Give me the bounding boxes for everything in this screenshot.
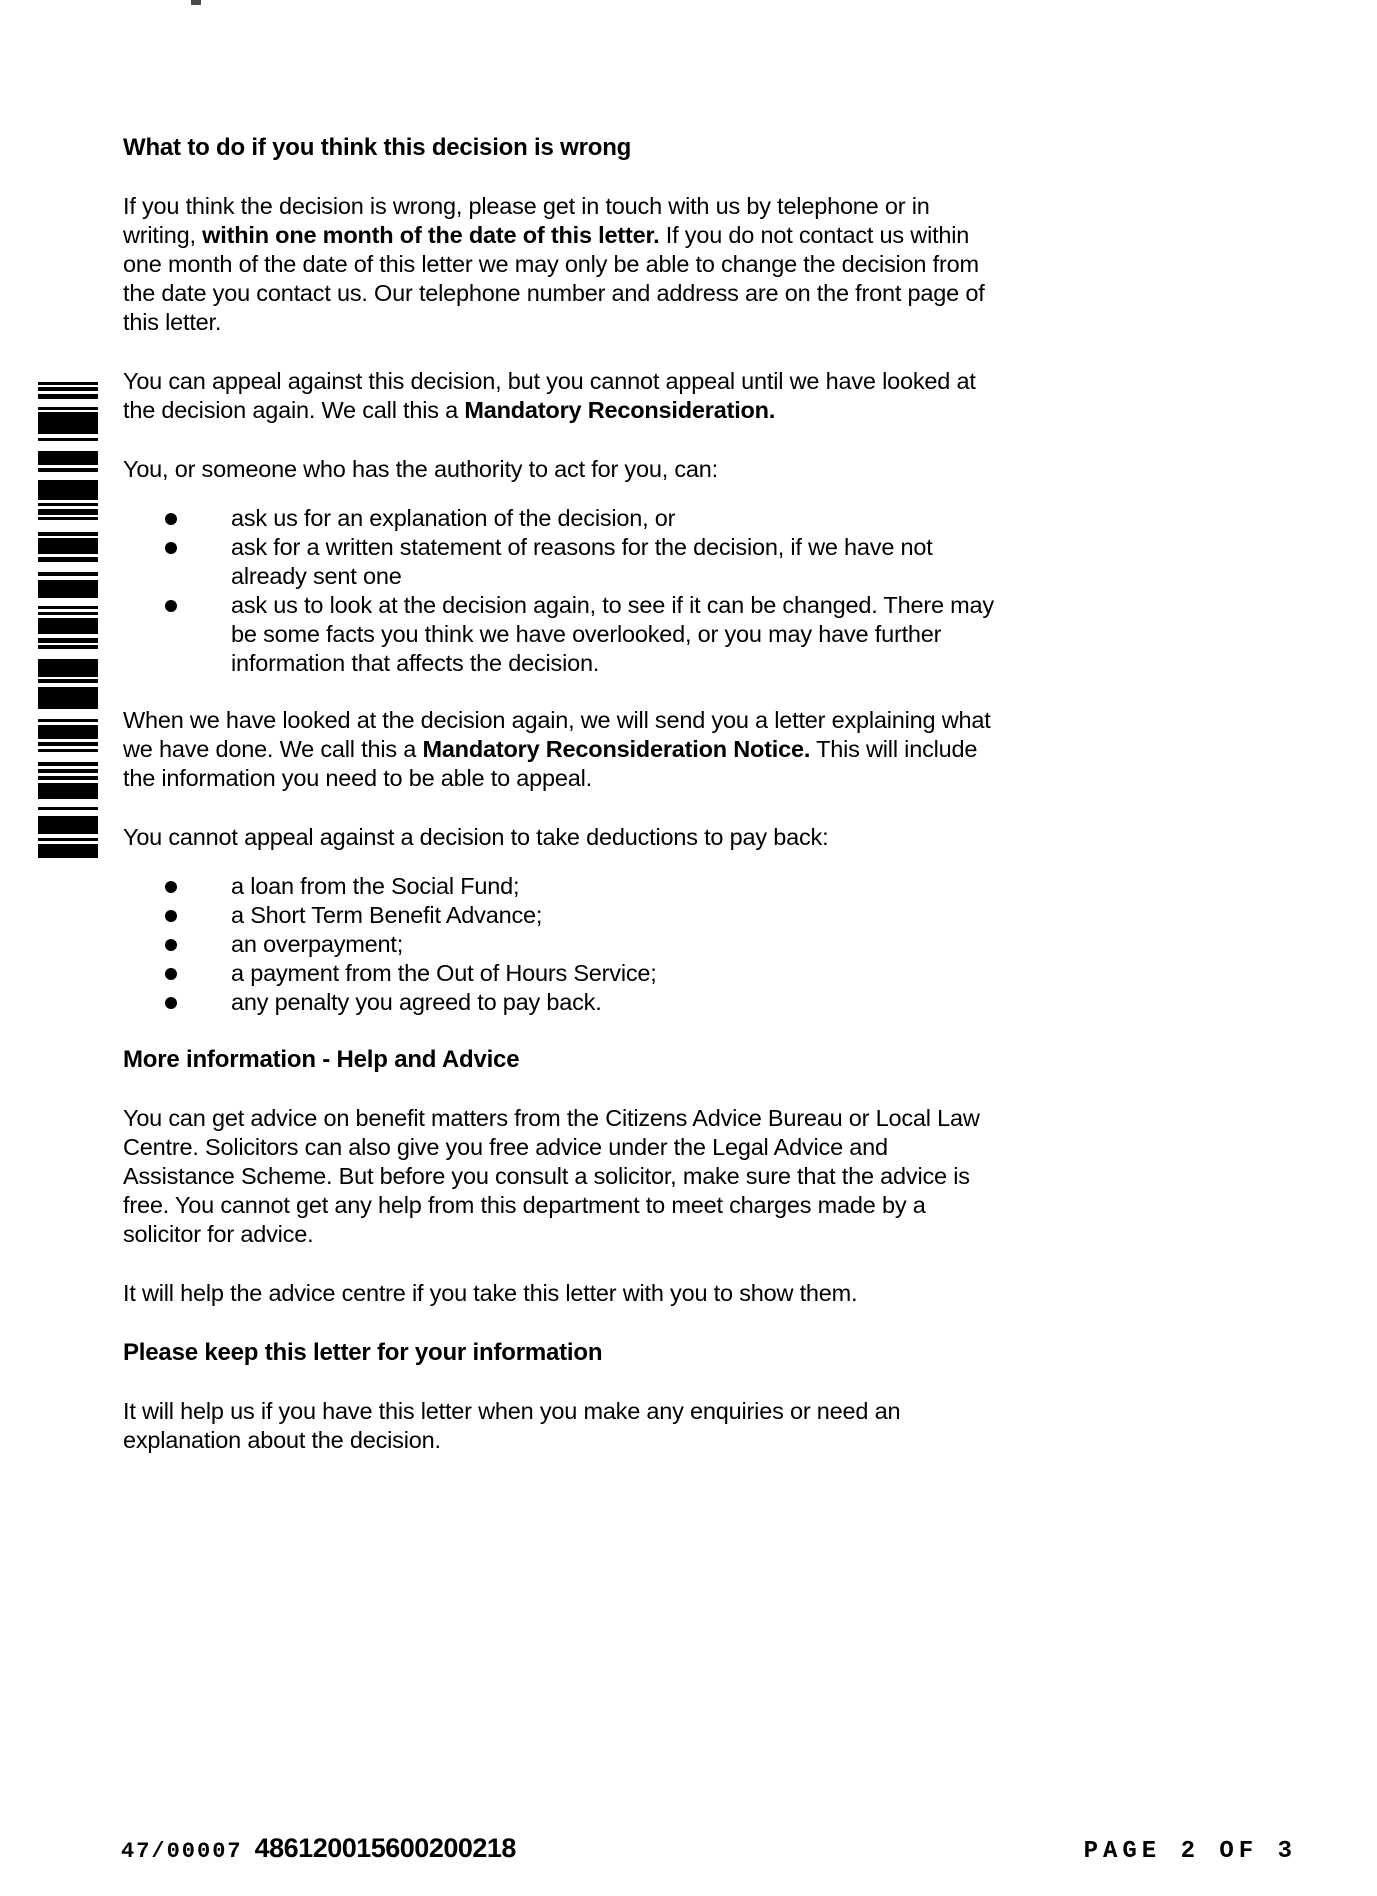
paragraph xyxy=(123,1104,1001,1249)
text-run: ask us for an explanation of the decision, or xyxy=(231,505,676,531)
bullet-icon xyxy=(165,997,177,1009)
text-run: ask for a written statement of reasons for the decision, if we have not already sent one xyxy=(231,534,933,589)
footer-reference xyxy=(121,1833,516,1864)
text-run: any penalty you agreed to pay back. xyxy=(231,989,602,1015)
barcode-bar xyxy=(38,509,98,515)
barcode-bar xyxy=(38,394,98,399)
barcode-bar xyxy=(38,538,98,554)
bullet-icon xyxy=(165,542,177,554)
barcode-bar xyxy=(38,618,98,634)
text-run: You, or someone who has the authority to act for you, can: xyxy=(123,456,718,482)
text-run: It will help the advice centre if you take this letter with you to show them. xyxy=(123,1280,858,1306)
barcode-bar xyxy=(38,807,98,810)
bullet-icon xyxy=(165,881,177,893)
section-heading: Please keep this letter for your information xyxy=(123,1339,603,1366)
bullet-item-text xyxy=(231,901,542,930)
barcode-bar xyxy=(38,503,98,506)
bullet-item xyxy=(123,988,1001,1017)
text-run: When we have looked at the decision again, we will send you a letter explaining what we have done. We call this a xyxy=(123,707,991,762)
bullet-list xyxy=(123,872,1001,1017)
barcode-bar xyxy=(38,407,98,410)
page-number-indicator: PAGE 2 OF 3 xyxy=(1083,1838,1297,1865)
barcode-bar xyxy=(38,844,98,858)
form-code: 47/00007 xyxy=(121,1839,243,1864)
bullet-icon xyxy=(165,600,177,612)
text-run: ask us to look at the decision again, to see if it can be changed. There may be some facts you think we have overlooked, or you may have further information that affects the decision. xyxy=(231,592,994,676)
barcode-bar xyxy=(38,816,98,834)
paragraph xyxy=(123,367,1001,425)
text-run: a loan from the Social Fund; xyxy=(231,873,520,899)
bold-text: within one month of the date of this letter. xyxy=(202,222,660,248)
barcode-bar xyxy=(38,517,98,520)
paragraph xyxy=(123,1279,1001,1308)
text-run: It will help us if you have this letter when you make any enquiries or need an explanation about the decision. xyxy=(123,1398,901,1453)
bold-text: Mandatory Reconsideration. xyxy=(464,397,776,423)
barcode-bar xyxy=(38,580,98,598)
bullet-item-text xyxy=(231,533,1001,591)
bullet-item xyxy=(123,533,1001,591)
barcode-bar xyxy=(38,719,98,722)
barcode-bar xyxy=(38,659,98,677)
barcode-bar xyxy=(38,762,98,766)
barcode-bar xyxy=(38,687,98,709)
bullet-item xyxy=(123,504,1001,533)
text-run: If you do not contact us within one month of the date of this letter we may only be able to change the decision from the date you contact us. Our telephone number and address are on the front page of this letter. xyxy=(123,222,985,335)
text-run: You can appeal against this decision, but you cannot appeal until we have looked at the decision again. We call this a xyxy=(123,368,976,423)
text-run: an overpayment; xyxy=(231,931,404,957)
barcode-bar xyxy=(38,480,98,500)
page-footer xyxy=(121,1833,1297,1865)
barcode-bar xyxy=(38,769,98,773)
bullet-item xyxy=(123,930,1001,959)
barcode-bar xyxy=(38,382,98,385)
barcode-bar xyxy=(38,645,98,649)
section-heading: More information - Help and Advice xyxy=(123,1046,520,1073)
bullet-item xyxy=(123,591,1001,678)
vertical-barcode xyxy=(38,382,98,858)
bullet-item-text xyxy=(231,988,602,1017)
bullet-icon xyxy=(165,968,177,980)
bullet-item xyxy=(123,872,1001,901)
barcode-bar xyxy=(38,838,98,841)
barcode-bar xyxy=(38,387,98,391)
section-heading: What to do if you think this decision is wrong xyxy=(123,134,632,161)
letter-body xyxy=(123,133,1001,1485)
paragraph xyxy=(123,823,1001,852)
bullet-item xyxy=(123,959,1001,988)
barcode-bar xyxy=(38,612,98,615)
text-run: You cannot appeal against a decision to take deductions to pay back: xyxy=(123,824,829,850)
barcode-bar xyxy=(38,749,98,752)
barcode-bar xyxy=(38,438,98,441)
bullet-item-text xyxy=(231,872,519,901)
reference-number: 486120015600200218 xyxy=(254,1833,516,1863)
barcode-bar xyxy=(38,572,98,576)
paragraph xyxy=(123,1397,1001,1455)
bullet-item-text xyxy=(231,504,675,533)
bullet-item-text xyxy=(231,930,403,959)
barcode-bar xyxy=(38,679,98,683)
barcode-bar xyxy=(38,638,98,643)
bullet-item xyxy=(123,901,1001,930)
barcode-bar xyxy=(38,532,98,536)
barcode-bar xyxy=(38,412,98,434)
text-run: If you think the decision is wrong, please get in touch with us by telephone or in writing, xyxy=(123,193,930,248)
barcode-bar xyxy=(38,606,98,609)
text-run: a payment from the Out of Hours Service; xyxy=(231,960,657,986)
paragraph xyxy=(123,706,1001,793)
barcode-bar xyxy=(38,468,98,472)
barcode-bar xyxy=(38,783,98,799)
text-run: You can get advice on benefit matters from the Citizens Advice Bureau or Local Law Centre. Solicitors can also give you free advice under the Legal Advice and Assistance Scheme. But before you consult a solicitor, make sure that the advice is free. You cannot get any help from this department to meet charges made by a solicitor for advice. xyxy=(123,1105,980,1247)
bold-text: Mandatory Reconsideration Notice. xyxy=(422,736,811,762)
bullet-item-text xyxy=(231,591,1001,678)
bullet-icon xyxy=(165,939,177,951)
bullet-item-text xyxy=(231,959,657,988)
barcode-bar xyxy=(38,725,98,739)
barcode-bar xyxy=(38,451,98,465)
barcode-bar xyxy=(38,742,98,746)
bullet-icon xyxy=(165,910,177,922)
bullet-list xyxy=(123,504,1001,678)
paragraph xyxy=(123,192,1001,337)
barcode-bar xyxy=(38,557,98,562)
text-run: a Short Term Benefit Advance; xyxy=(231,902,543,928)
paragraph xyxy=(123,455,1001,484)
text-run: This will include the information you need to be able to appeal. xyxy=(123,736,978,791)
barcode-bar xyxy=(38,776,98,780)
scan-artifact-mark xyxy=(191,0,201,5)
bullet-icon xyxy=(165,513,177,525)
